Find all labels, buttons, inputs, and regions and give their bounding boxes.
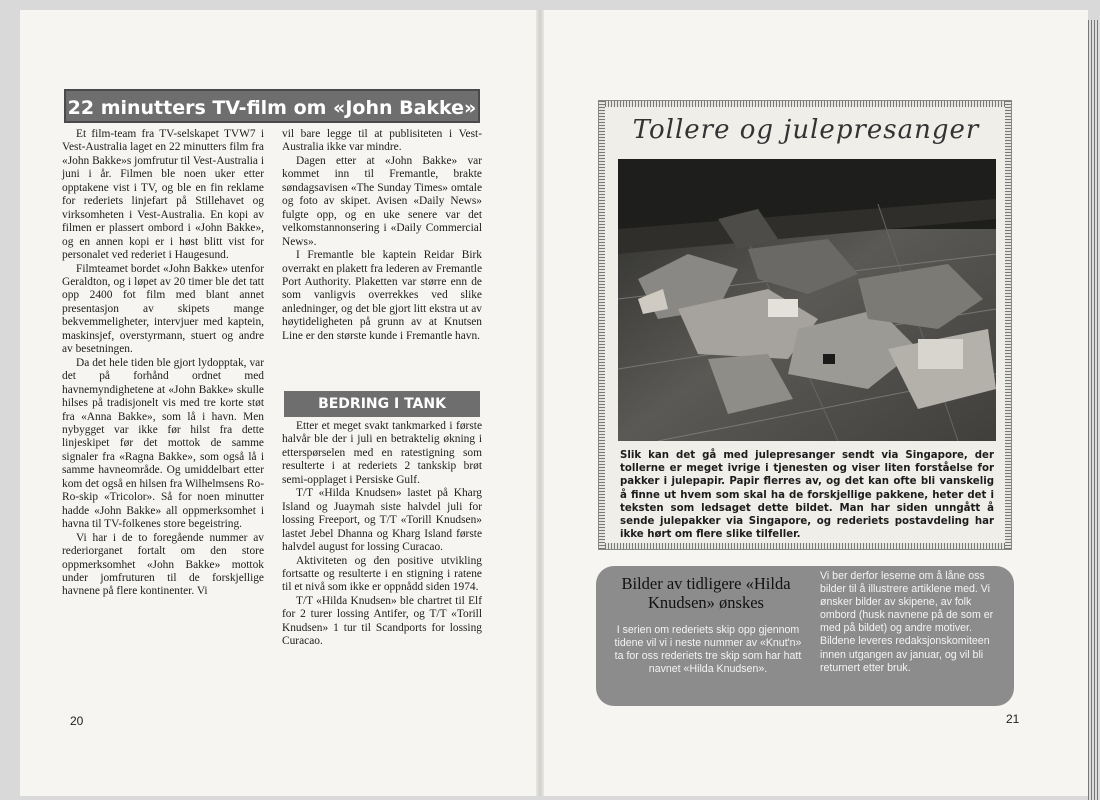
photo-feature-box: [598, 100, 1012, 550]
paragraph: Vi har i de to foregående nummer av rederiorganet fortalt om den store oppmerksomhet «John Bakke» mottok under jomfruturen til de forskjellige havnene på flere kontinenter. Vi: [62, 531, 264, 598]
notice-box: [596, 566, 1014, 706]
section-subhead: BEDRING I TANK: [284, 391, 480, 417]
paragraph: T/T «Hilda Knudsen» ble chartret til Elf for 2 turer lossing Antifer, og T/T «Torill Knudsen» 1 tur til Scandports for lossing Curacao.: [282, 594, 482, 648]
notice-text-left: I serien om rederiets skip opp gjennom tidene vil vi i neste nummer av «Knut'n» ta for oss rederiets tre skip som har hatt navnet «Hilda Knudsen».: [614, 624, 802, 676]
page-stack-edge: [1088, 20, 1100, 800]
photo-title: Tollere og julepresanger: [632, 115, 980, 145]
frame-border: [1005, 101, 1011, 549]
frame-border: [599, 101, 1011, 107]
article-column-1: [62, 128, 264, 599]
frame-border: [599, 543, 1011, 549]
photo-opened-parcels: [618, 159, 996, 441]
paragraph: T/T «Hilda Knudsen» lastet på Kharg Island og Juaymah siste halvdel juli for lossing Freeport, og T/T «Torill Knudsen» lastet Jebel Dhanna og Kharg Island første halvdel august for lossing Curacao.: [282, 487, 482, 554]
paragraph: Et film-team fra TV-selskapet TVW7 i Vest-Australia laget en 22 minutters film fra «John Bakke»s jomfrutur til Vest-Australia i juni i år. Filmen ble noen uker etter opptakene vist i TV, og ble en fin reklame for rederiets linjefart på Stillehavet og virksomheten i Vest-Australia. En kopi av filmen er plassert ombord i «John Bakke», og en annen kopi er i høst blitt vist for personalet ved rederiet i Haugesund.: [62, 128, 264, 262]
paragraph: Etter et meget svakt tankmarked i første halvår ble der i juli en betraktelig økning i etterspørselen med en ratestigning som resulterte i at rederiets 2 tankskip brøt semi-opplaget i Persiske Gulf.: [282, 420, 482, 486]
paragraph: Da det hele tiden ble gjort lydopptak, var det på forhånd ordnet med havnemyndighetene at «John Bakke» skulle hilses på tradisjonelt vis med tre korte støt fra «Anna Bakke», som lå i havn. Men nybygget var ikke før hilst fra dette linjeskipet før det mottok de samme signaler fra «Ragna Bakke», som også lå i samme havneområde. Og umiddelbart etter kom det også en hilsen fra Wilhelmsens Ro-Ro-skip «Tricolor». Så for noen minutter hadde «John Bakke» all oppmerksomhet i havna til TV-folkenes store begeistring.: [62, 356, 264, 531]
paragraph: vil bare legge til at publisiteten i Vest-Australia ikke var mindre.: [282, 128, 482, 154]
article-column-2: [282, 128, 482, 343]
paragraph: Filmteamet bordet «John Bakke» utenfor Geraldton, og i løpet av 20 timer ble det tatt opp 2400 fot film med blant annet presentasjon av skipets mange bekvemmeligheter, intervjuer med kaptein, maskinsjef, overstyrmann, stuert og andre av besetningen.: [62, 262, 264, 356]
paragraph: I Fremantle ble kaptein Reidar Birk overrakt en plakett fra lederen av Fremantle Port Authority. Plaketten var større enn de som vanligvis overrekkes ved slike anledninger, og det ble gjort litt ekstra ut av høytideligheten på grunn av at Knutsen Line er den største kunde i Fremantle havn.: [282, 249, 482, 342]
paragraph: Aktiviteten og den positive utvikling fortsatte og resulterte i en stigning i ratene til et nivå som ikke er oppnådd siden 1974.: [282, 554, 482, 594]
book-spine: [536, 10, 544, 796]
notice-title: Bilder av tidligere «Hilda Knudsen» ønskes: [621, 574, 791, 612]
notice-text-right: Vi ber derfor leserne om å låne oss bilder til å illustrere artiklene med. Vi ønsker bilder av skipene, av folk ombord (husk navnene på de som er med på bildet) og andre motiver. Bildene leveres redaksjonskomiteen innen utgangen av januar, og vil bli returnert etter bruk.: [820, 570, 994, 674]
photo-caption: Slik kan det gå med julepresanger sendt via Singapore, der tollerne er meget ivrige i tjenesten og viser liten forståelse for pakker i julepapir. Papir flerres av, og det kan ofte bli vanskelig å finne ut hvem som skal ha de forskjellige pakkene, heter det i teksten som ledsaget dette bildet. Man har siden unngått å sende julepakker via Singapore, og rederiets postavdeling har ikke hørt om flere slike tilfeller.: [620, 450, 994, 541]
frame-border: [599, 101, 605, 549]
paragraph: Dagen etter at «John Bakke» var kommet inn til Fremantle, brakte søndagsavisen «The Sunday Times» omtale og foto av skipet. Avisen «Daily News» fulgte opp, og en uke senere var det velkomstannonsering i «Daily Commercial News».: [282, 154, 482, 248]
tank-article-column: [282, 420, 482, 649]
page-number-right: 21: [1006, 712, 1020, 726]
article-headline: 22 minutters TV-film om «John Bakke»: [64, 89, 480, 123]
page-number-left: 20: [70, 714, 84, 728]
